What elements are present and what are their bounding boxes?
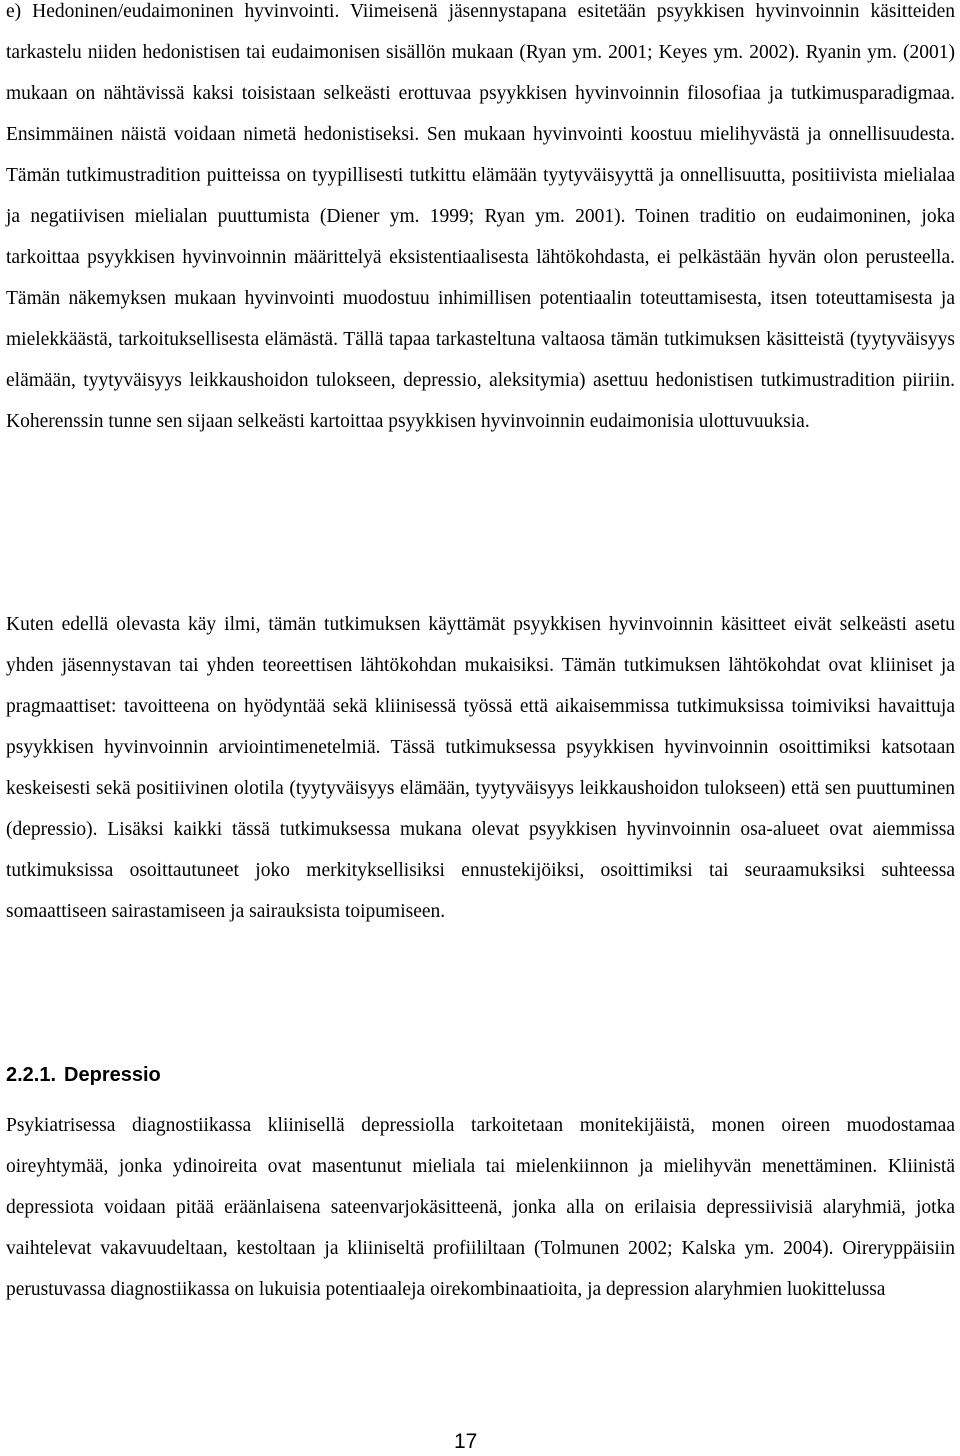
section-heading	[6, 1061, 161, 1089]
page-number: 17	[454, 1430, 478, 1453]
paragraph-depression: Psykiatrisessa diagnostiikassa kliinisellä depressiolla tarkoitetaan monitekijäistä, monen oireen muodostamaa oireyhtymää, jonka ydinoireita ovat masentunut mieliala tai mielenkiinnon ja mielihyvän menettäminen. Kliinistä depressiota voidaan pitää eräänlaisena sateenvarjokäsitteenä, jonka alla on erilaisia depressiivisiä alaryhmiä, jotka vaihtelevat vakavuudeltaan, kestoltaan ja kliiniseltä profiililtaan (Tolmunen 2002; Kalska ym. 2004). Oireryppäisiin perustuvassa diagnostiikassa on lukuisia potentiaaleja oirekombinaatioita, ja depression alaryhmien luokittelussa	[6, 1115, 955, 1300]
document-page	[6, 0, 955, 1454]
paragraph-concepts: Kuten edellä olevasta käy ilmi, tämän tutkimuksen käyttämät psyykkisen hyvinvoinnin käsitteet eivät selkeästi asetu yhden jäsennystavan tai yhden teoreettisen lähtökohdan mukaisiksi. Tämän tutkimuksen lähtökohdat ovat kliiniset ja pragmaattiset: tavoitteena on hyödyntää sekä kliinisessä työssä että aikaisemmissa tutkimuksissa toimiviksi havaittuja psyykkisen hyvinvoinnin arviointimenetelmiä. Tässä tutkimuksessa psyykkisen hyvinvoinnin osoittimiksi katsotaan keskeisesti sekä positiivinen olotila (tyytyväisyys elämään, tyytyväisyys leikkaushoidon tulokseen) että sen puuttuminen (depressio). Lisäksi kaikki tässä tutkimuksessa mukana olevat psyykkisen hyvinvoinnin osa-alueet ovat aiemmissa tutkimuksissa osoittautuneet joko merkityksellisiksi ennustekijöiksi, osoittimiksi tai seuraamuksiksi suhteessa somaattiseen sairastamiseen ja sairauksista toipumiseen.	[6, 614, 955, 922]
paragraph-hedonic-eudaimonic: e) Hedoninen/eudaimoninen hyvinvointi. Viimeisenä jäsennystapana esitetään psyykkisen hyvinvoinnin käsitteiden tarkastelu niiden hedonistisen tai eudaimonisen sisällön mukaan (Ryan ym. 2001; Keyes ym. 2002). Ryanin ym. (2001) mukaan on nähtävissä kaksi toisistaan selkeästi erottuvaa psyykkisen hyvinvoinnin filosofiaa ja tutkimusparadigmaa. Ensimmäinen näistä voidaan nimetä hedonistiseksi. Sen mukaan hyvinvointi koostuu mielihyvästä ja onnellisuudesta. Tämän tutkimustradition puitteissa on tyypillisesti tutkittu elämään tyytyväisyyttä ja onnellisuutta, positiivista mielialaa ja negatiivisen mielialan puuttumista (Diener ym. 1999; Ryan ym. 2001). Toinen traditio on eudaimoninen, joka tarkoittaa psyykkisen hyvinvoinnin määrittelyä eksistentiaalisesta lähtökohdasta, ei pelkästään hyvän olon perusteella. Tämän näkemyksen mukaan hyvinvointi muodostuu inhimillisen potentiaalin toteuttamisesta, itsen toteuttamisesta ja mielekkäästä, tarkoituksellisesta elämästä. Tällä tapaa tarkasteltuna valtaosa tämän tutkimuksen käsitteistä (tyytyväisyys elämään, tyytyväisyys leikkaushoidon tulokseen, depressio, aleksitymia) asettuu hedonistisen tutkimustradition piiriin. Koherenssin tunne sen sijaan selkeästi kartoittaa psyykkisen hyvinvoinnin eudaimonisia ulottuvuuksia.	[6, 1, 955, 432]
section-title: Depressio	[64, 1064, 161, 1086]
section-number: 2.2.1.	[6, 1064, 57, 1086]
